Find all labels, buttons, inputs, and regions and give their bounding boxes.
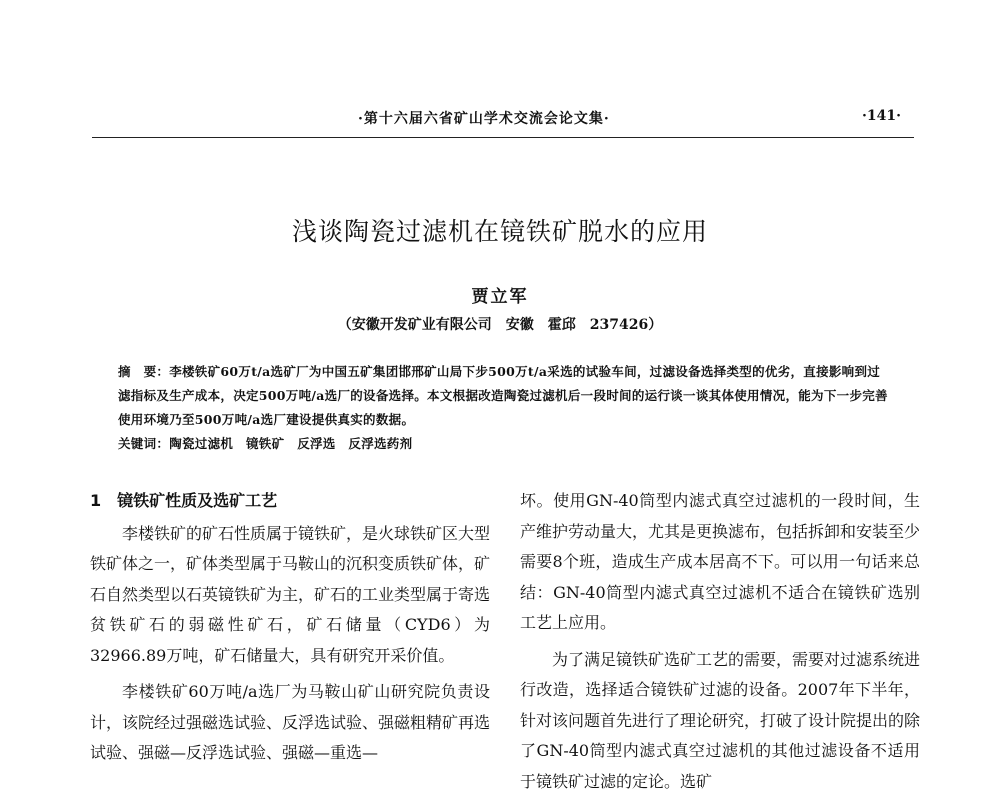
keywords-text: 陶瓷过滤机 镜铁矿 反浮选 反浮选药剂 — [169, 436, 412, 451]
author-name: 贾立军 — [0, 282, 1000, 307]
left-column — [90, 486, 490, 769]
body-paragraph: 坏。使用GN-40筒型内滤式真空过滤机的一段时间，生产维护劳动量大，尤其是更换滤布，包括拆卸和安装至少需要8个班，造成生产成本居高不下。可以用一句话来总结：GN-40筒型内滤式真空过滤机不适合在镜铁矿选别工艺上应用。 — [520, 486, 920, 639]
running-header: ·第十六届六省矿山学术交流会论文集· — [358, 108, 610, 128]
page-number: ·141· — [862, 108, 901, 124]
section-heading: 1 镜铁矿性质及选矿工艺 — [90, 486, 490, 517]
keywords-label: 关键词： — [118, 436, 169, 451]
abstract-text: 李楼铁矿60万t/a选矿厂为中国五矿集团邯邢矿山局下步500万t/a采选的试验车间，过滤设备选择类型的优劣，直接影响到过滤指标及生产成本，决定500万吨/a选厂的设备选择。本文根据改造陶瓷过滤机后一段时间的运行谈一谈其体使用情况，能为下一步完善使用环境乃至500万吨/a选厂建设提供真实的数据。 — [118, 364, 888, 427]
paper-title: 浅谈陶瓷过滤机在镜铁矿脱水的应用 — [0, 212, 1000, 248]
abstract-paragraph — [118, 360, 888, 432]
body-paragraph: 李楼铁矿的矿石性质属于镜铁矿，是火球铁矿区大型铁矿体之一，矿体类型属于马鞍山的沉积变质铁矿体，矿石自然类型以石英镜铁矿为主，矿石的工业类型属于寄选贫铁矿石的弱磁性矿石，矿石储量（CYD6）为32966.89万吨，矿石储量大，具有研究开采价值。 — [90, 519, 490, 672]
author-affiliation: （安徽开发矿业有限公司 安徽 霍邱 237426） — [0, 314, 1000, 334]
body-paragraph: 为了满足镜铁矿选矿工艺的需要，需要对过滤系统进行改造，选择适合镜铁矿过滤的设备。2007年下半年，针对该问题首先进行了理论研究，打破了设计院提出的除了GN-40筒型内滤式真空过滤机的其他过滤设备不适用于镜铁矿过滤的定论。选矿 — [520, 645, 920, 797]
header-rule — [92, 137, 914, 138]
abstract-block — [118, 360, 888, 456]
keywords-paragraph — [118, 432, 888, 456]
right-column — [520, 486, 920, 797]
abstract-label: 摘 要： — [118, 364, 169, 379]
body-paragraph: 李楼铁矿60万吨/a选厂为马鞍山矿山研究院负责设计，该院经过强磁选试验、反浮选试验、强磁粗精矿再选试验、强磁—反浮选试验、强磁—重选— — [90, 677, 490, 769]
